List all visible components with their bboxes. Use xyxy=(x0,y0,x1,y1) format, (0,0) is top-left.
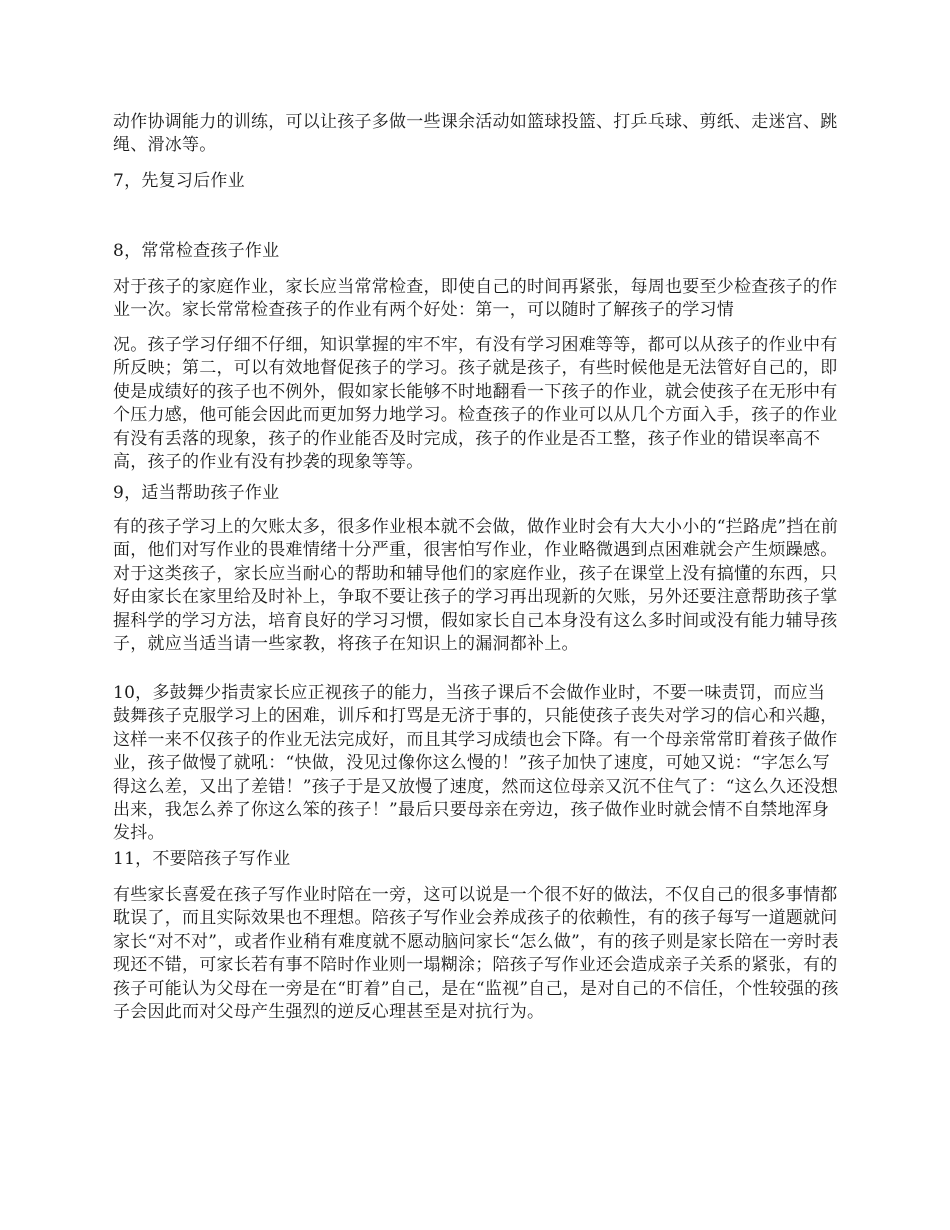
paragraph-10: 10，多鼓舞少指责家长应正视孩子的能力，当孩子课后不会做作业时，不要一味责罚，而应当鼓舞孩子克服学习上的困难，训斥和打骂是无济于事的，只能使孩子丧失对学习的信心和兴趣，这样一来不仅孩子的作业无法完成好，而且其学习成绩也会下降。有一个母亲常常盯着孩子做作业，孩子做慢了就吼：“快做，没见过像你这么慢的！”孩子加快了速度，可她又说：“字怎么写得这么差，又出了差错！”孩子于是又放慢了速度，然而这位母亲又沉不住气了：“这么久还没想出来，我怎么养了你这么笨的孩子！”最后只要母亲在旁边，孩子做作业时就会情不自禁地浑身发抖。 xyxy=(113,683,839,844)
paragraph-8a: 对于孩子的家庭作业，家长应当常常检查，即使自己的时间再紧张，每周也要至少检查孩子的作业一次。家长常常检查孩子的作业有两个好处：第一，可以随时了解孩子的学习情 xyxy=(113,277,838,321)
heading-11: 11，不要陪孩子写作业 xyxy=(113,849,291,869)
paragraph-9: 有的孩子学习上的欠账太多，很多作业根本就不会做，做作业时会有大大小小的“拦路虎”挡在前面，他们对写作业的畏难情绪十分严重，很害怕写作业，作业略微遇到点困难就会产生烦躁感。对于这类孩子，家长应当耐心的帮助和辅导他们的家庭作业，孩子在课堂上没有搞懂的东西，只好由家长在家里给及时补上，争取不要让孩子的学习再出现新的欠账，另外还要注意帮助孩子掌握科学的学习方法，培育良好的学习习惯，假如家长自己本身没有这么多时间或没有能力辅导孩子，就应当适当请一些家教，将孩子在知识上的漏洞都补上。 xyxy=(113,517,839,655)
paragraph-intro: 动作协调能力的训练，可以让孩子多做一些课余活动如篮球投篮、打乒乓球、剪纸、走迷宫、跳绳、滑冰等。 xyxy=(113,112,838,156)
paragraph-8b: 况。孩子学习仔细不仔细，知识掌握的牢不牢，有没有学习困难等等，都可以从孩子的作业中有所反映；第二，可以有效地督促孩子的学习。孩子就是孩子，有些时候他是无法管好自己的，即使是成绩好的孩子也不例外，假如家长能够不时地翻看一下孩子的作业，就会使孩子在无形中有个压力感，他可能会因此而更加努力地学习。检查孩子的作业可以从几个方面入手，孩子的作业有没有丢落的现象，孩子的作业能否及时完成，孩子的作业是否工整，孩子作业的错误率高不高，孩子的作业有没有抄袭的现象等等。 xyxy=(113,335,838,473)
heading-7: 7，先复习后作业 xyxy=(113,171,245,191)
paragraph-11: 有些家长喜爱在孩子写作业时陪在一旁，这可以说是一个很不好的做法，不仅自己的很多事情都耽误了，而且实际效果也不理想。陪孩子写作业会养成孩子的依赖性，有的孩子每写一道题就问家长“对不对”，或者作业稍有难度就不愿动脑问家长“怎么做”，有的孩子则是家长陪在一旁时表现还不错，可家长若有事不陪时作业则一塌糊涂；陪孩子写作业还会造成亲子关系的紧张，有的孩子可能认为父母在一旁是在“盯着”自己，是在“监视”自己，是对自己的不信任，个性较强的孩子会因此而对父母产生强烈的逆反心理甚至是对抗行为。 xyxy=(113,885,839,1023)
heading-8: 8，常常检查孩子作业 xyxy=(113,241,280,261)
heading-9: 9，适当帮助孩子作业 xyxy=(113,483,280,503)
